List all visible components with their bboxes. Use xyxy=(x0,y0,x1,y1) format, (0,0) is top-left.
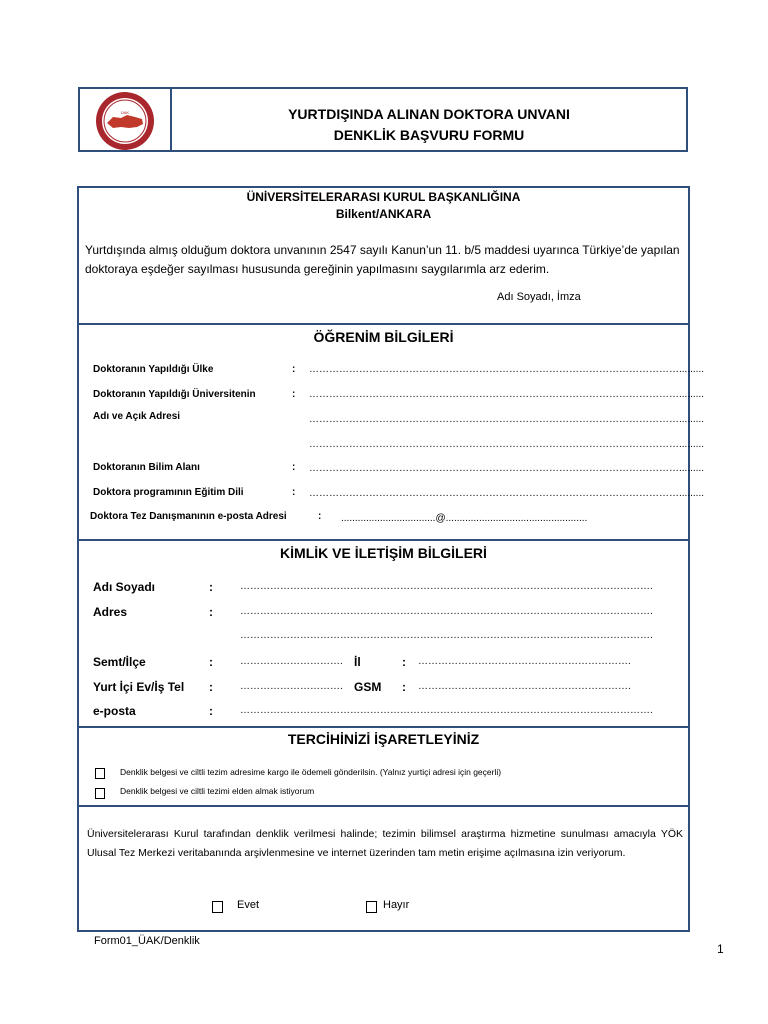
university-field[interactable]: …………………………………………………………………………………………………......... xyxy=(309,389,705,400)
header-box xyxy=(78,87,688,152)
divider xyxy=(77,726,690,728)
language-input[interactable]: …………………………………………………………………………………………………......... xyxy=(309,488,705,499)
option1-label: Denklik belgesi ve ciltli tezim adresime kargo ile ödemeli gönderilsin. (Yalnız yurtiçi adresi için geçerli) xyxy=(120,767,502,777)
petition-body: Yurtdışında almış olduğum doktora unvanının 2547 sayılı Kanun’un 11. b/5 maddesi uyarınca Türkiye’de yapılan doktoraya eşdeğer sayılması hususunda gereğinin yapılmasını saygılarımla arz ederim. xyxy=(85,243,680,276)
advisor-email-label: Doktora Tez Danışmanının e-posta Adresi xyxy=(90,511,287,522)
colon: : xyxy=(292,364,296,375)
city-label: İl xyxy=(354,655,361,669)
signature-label: Adı Soyadı, İmza xyxy=(497,291,581,303)
gsm-label: GSM xyxy=(354,680,382,694)
address-input-2[interactable]: ……………………………………………………………………………………………………………. xyxy=(240,630,653,641)
colon: : xyxy=(402,655,406,669)
phone-input[interactable]: …………………………. xyxy=(240,681,343,692)
field-label: Doktoranın Bilim Alanı xyxy=(93,462,200,473)
email-label: e-posta xyxy=(93,704,136,718)
colon: : xyxy=(318,511,322,522)
addressee-line2: Bilkent/ANKARA xyxy=(335,207,432,221)
field-input[interactable]: …………………………………………………………………………………………………......... xyxy=(309,463,705,474)
option2-checkbox[interactable] xyxy=(95,788,105,799)
consent-no-checkbox[interactable] xyxy=(366,901,377,913)
logo-cell xyxy=(80,89,172,150)
education-section-title: ÖĞRENİM BİLGİLERİ xyxy=(313,329,454,345)
consent-yes-checkbox[interactable] xyxy=(212,901,223,913)
option1-checkbox[interactable] xyxy=(95,768,105,779)
consent-no-label: Hayır xyxy=(383,899,410,911)
preference-section-title: TERCİHİNİZİ İŞARETLEYİNİZ xyxy=(287,731,480,747)
gsm-input[interactable]: ………………………………………………………. xyxy=(418,681,631,692)
uak-seal-icon xyxy=(85,90,165,152)
city-input[interactable]: ………………………………………………………. xyxy=(418,656,631,667)
colon: : xyxy=(402,680,406,694)
colon: : xyxy=(209,605,213,619)
option2-label: Denklik belgesi ve ciltli tezimi elden almak istiyorum xyxy=(120,786,315,796)
divider xyxy=(77,323,690,325)
divider xyxy=(77,539,690,541)
consent-text: Üniversitelerarası Kurul tarafından denklik verilmesi halinde; tezimin bilimsel araştırma hizmetine sunulması amacıyla YÖK Ulusal Tez Merkezi veritabanında arşivlenmesine ve internet üzerinden tam metin erişime açılmasına izin veriyorum. xyxy=(87,828,683,859)
country-field[interactable]: …………………………………………………………………………………………………......... xyxy=(309,364,705,375)
district-input[interactable]: …………………………. xyxy=(240,656,343,667)
university-address-field-2[interactable]: …………………………………………………………………………………………………......... xyxy=(309,439,705,450)
colon: : xyxy=(209,704,213,718)
identity-section-title: KİMLİK VE İLETİŞİM BİLGİLERİ xyxy=(280,545,487,561)
addressee-line1: ÜNİVERSİTELERARASI KURUL BAŞKANLIĞINA xyxy=(246,190,521,204)
consent-yes-label: Evet xyxy=(237,899,260,911)
email-input[interactable]: ……………………………………………………………………………………………………………. xyxy=(240,705,653,716)
university-label: Doktoranın Yapıldığı Üniversitenin xyxy=(93,389,256,400)
advisor-email-input[interactable]: ..................................@................................................... xyxy=(341,513,588,524)
page-title-line2: DENKLİK BAŞVURU FORMU xyxy=(333,127,525,143)
district-label: Semt/İlçe xyxy=(93,655,146,669)
page-number: 1 xyxy=(717,942,724,956)
colon: : xyxy=(292,462,296,473)
colon: : xyxy=(209,580,213,594)
colon: : xyxy=(292,389,296,400)
form-code: Form01_ÜAK/Denklik xyxy=(94,935,200,947)
colon: : xyxy=(209,680,213,694)
name-label: Adı Soyadı xyxy=(93,580,156,594)
language-label: Doktora programının Eğitim Dili xyxy=(93,487,244,498)
university-address-field[interactable]: …………………………………………………………………………………………………......... xyxy=(309,414,705,425)
colon: : xyxy=(292,487,296,498)
page-title-line1: YURTDIŞINDA ALINAN DOKTORA UNVANI xyxy=(288,106,570,122)
logo-center-text: ÜAK xyxy=(120,110,130,115)
address-label: Adres xyxy=(93,605,128,619)
country-label: Doktoranın Yapıldığı Ülke xyxy=(93,364,214,375)
address-label: Adı ve Açık Adresi xyxy=(93,411,181,422)
colon: : xyxy=(209,655,213,669)
divider xyxy=(77,805,690,807)
name-input[interactable]: ……………………………………………………………………………………………………………. xyxy=(240,581,653,592)
address-input[interactable]: ……………………………………………………………………………………………………………. xyxy=(240,606,653,617)
phone-label: Yurt İçi Ev/İş Tel xyxy=(93,680,185,694)
